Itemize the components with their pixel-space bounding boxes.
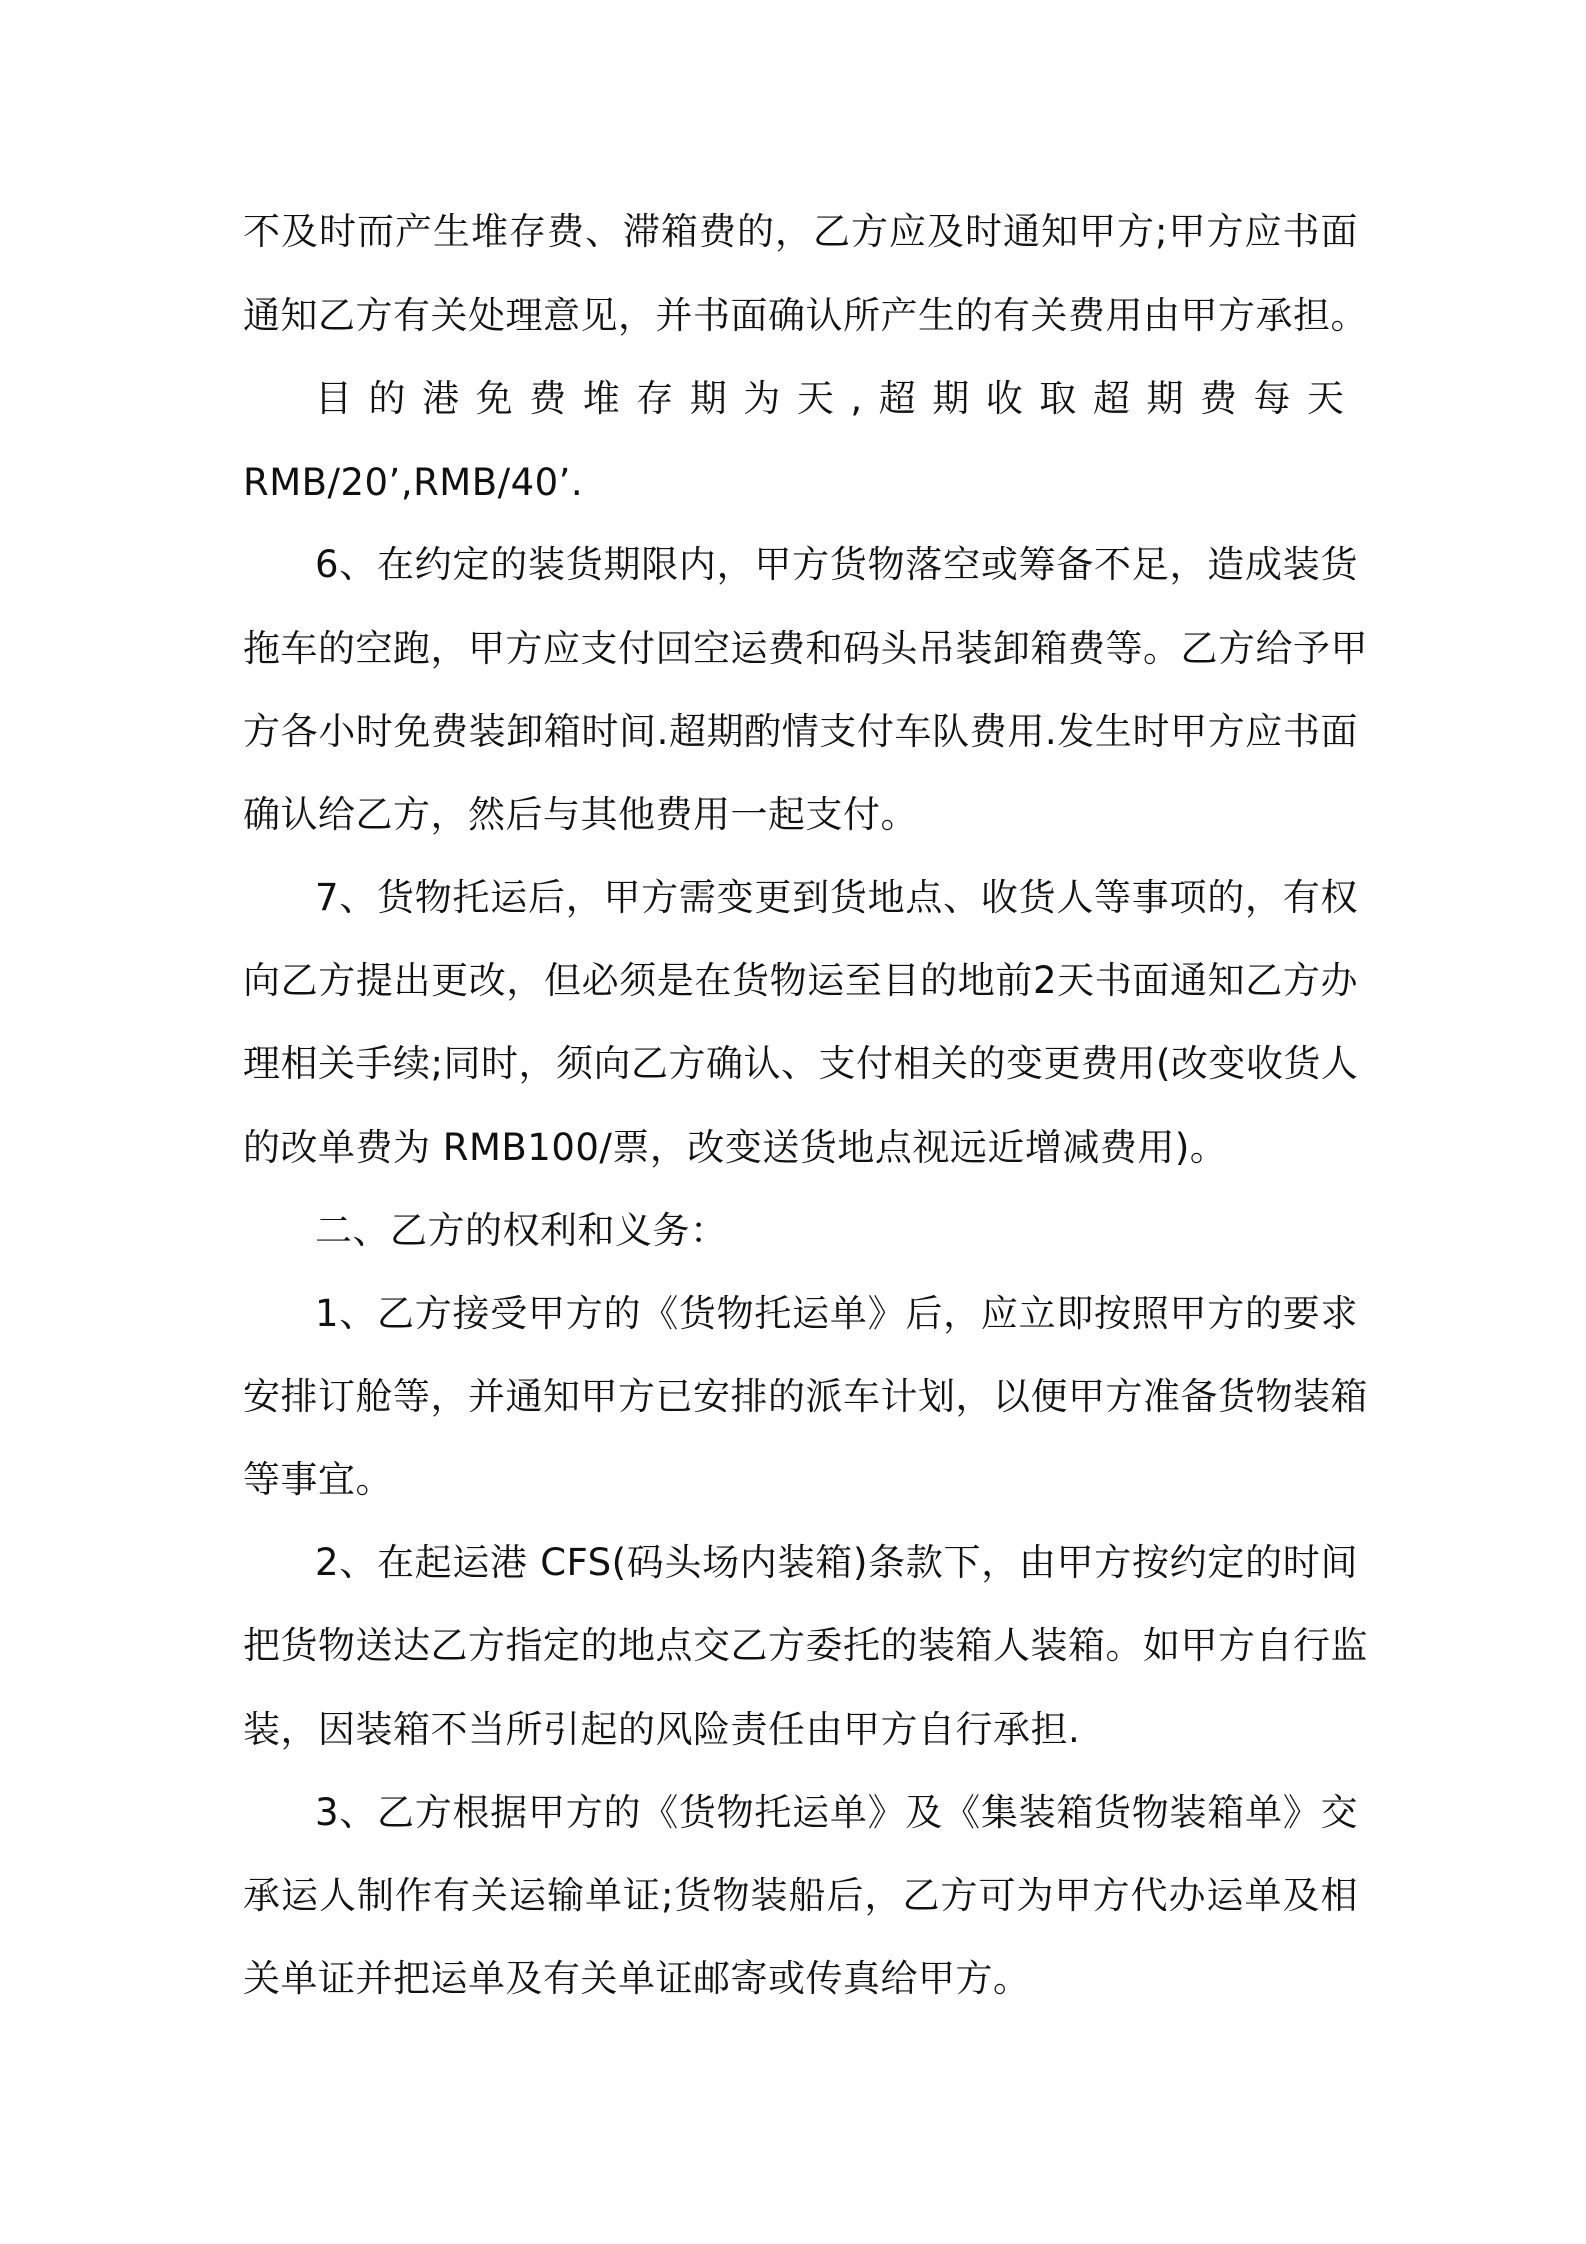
- paragraph-line: 7、货物托运后，甲方需变更到货地点、收货人等事项的，有权: [315, 876, 1358, 919]
- paragraph-line: 方各小时免费装卸箱时间.超期酌情支付车队费用.发生时甲方应书面: [243, 710, 1358, 753]
- paragraph-line: 安排订舱等，并通知甲方已安排的派车计划，以便甲方准备货物装箱: [243, 1375, 1368, 1418]
- paragraph-line: 理相关手续;同时，须向乙方确认、支付相关的变更费用(改变收货人: [243, 1042, 1359, 1085]
- paragraph-line: 等事宜。: [243, 1458, 393, 1501]
- paragraph-line: 确认给乙方，然后与其他费用一起支付。: [243, 793, 918, 836]
- paragraph-line: 通知乙方有关处理意见，并书面确认所产生的有关费用由甲方承担。: [243, 294, 1368, 337]
- paragraph-line: 关单证并把运单及有关单证邮寄或传真给甲方。: [243, 1957, 1031, 2000]
- paragraph-line: 拖车的空跑，甲方应支付回空运费和码头吊装卸箱费等。乙方给予甲: [243, 627, 1368, 670]
- paragraph-line: 2、在起运港 CFS(码头场内装箱)条款下，由甲方按约定的时间: [315, 1541, 1358, 1584]
- paragraph-line: 目的港免费堆存期为天,超期收取超期费每天: [315, 377, 1358, 420]
- paragraph-line: RMB/20’,RMB/40’.: [243, 461, 584, 504]
- paragraph-line: 不及时而产生堆存费、滞箱费的，乙方应及时通知甲方;甲方应书面: [243, 210, 1358, 253]
- paragraph-line: 装，因装箱不当所引起的风险责任由甲方自行承担.: [243, 1708, 1081, 1751]
- paragraph-line: 把货物送达乙方指定的地点交乙方委托的装箱人装箱。如甲方自行监: [243, 1624, 1368, 1667]
- paragraph-line: 的改单费为 RMB100/票，改变送货地点视远近增减费用)。: [243, 1126, 1228, 1169]
- section-heading: 二、乙方的权利和义务：: [315, 1209, 728, 1252]
- paragraph-line: 承运人制作有关运输单证;货物装船后，乙方可为甲方代办运单及相: [243, 1874, 1358, 1917]
- paragraph-line: 1、乙方接受甲方的《货物托运单》后，应立即按照甲方的要求: [315, 1292, 1358, 1335]
- paragraph-line: 3、乙方根据甲方的《货物托运单》及《集装箱货物装箱单》交: [315, 1791, 1358, 1834]
- paragraph-line: 6、在约定的装货期限内，甲方货物落空或筹备不足，造成装货: [315, 543, 1358, 586]
- paragraph-line: 向乙方提出更改，但必须是在货物运至目的地前2天书面通知乙方办: [243, 959, 1358, 1002]
